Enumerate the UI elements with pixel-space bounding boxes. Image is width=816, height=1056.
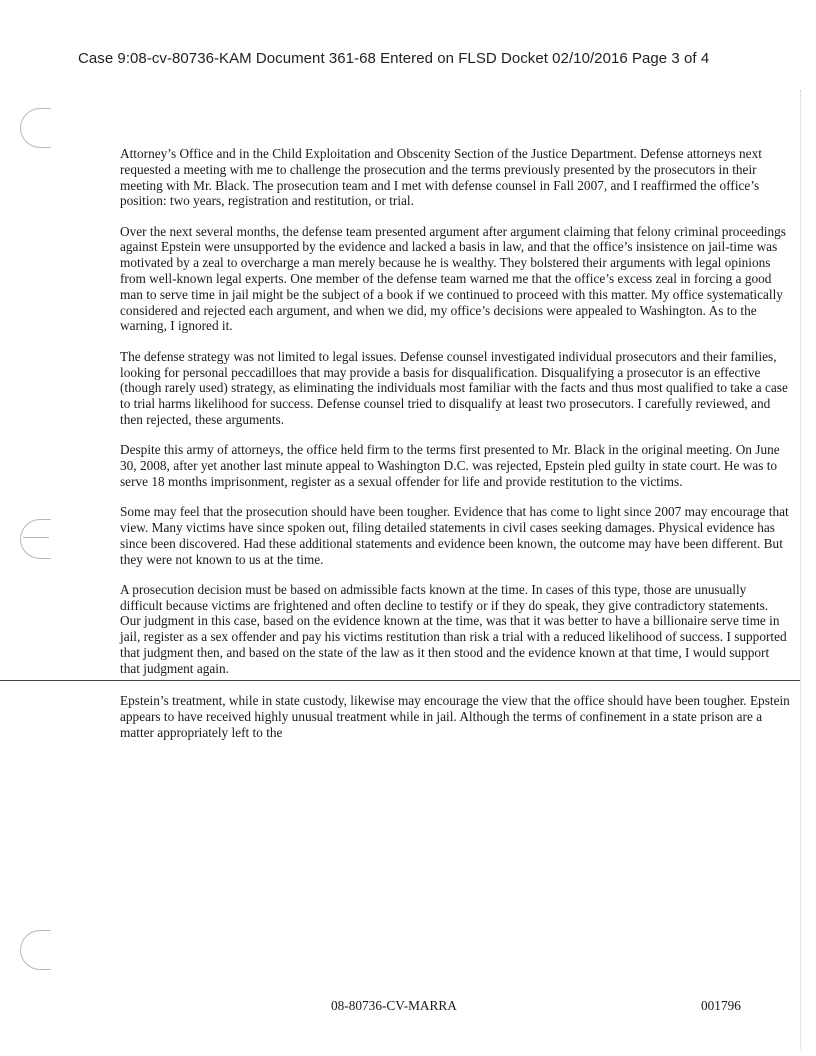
punch-hole-bottom (20, 930, 51, 970)
paragraph-5: Some may feel that the prosecution should have been tougher. Evidence that has come to light since 2007 may encourage that view. Many victims have since spoken out, filing detailed statements in civil cases seeking damages. Physical evidence has since been discovered. Had these additional statements and evidence been known, the outcome may have been different. But they were not known to us at the time. (120, 504, 789, 567)
paragraph-1: Attorney’s Office and in the Child Exploitation and Obscenity Section of the Justice Department. Defense attorneys next requested a meeting with me to challenge the prosecution and the terms previously presented by the prosecutors in their meeting with Mr. Black. The prosecution team and I met with defense counsel in Fall 2007, and I reaffirmed the office’s position: two years, registration and restitution, or trial. (120, 146, 762, 209)
paragraph-7: Epstein’s treatment, while in state custody, likewise may encourage the view that the office should have been tougher. Epstein appears to have received highly unusual treatment while in jail. Although the terms of confinement in a state prison are a matter appropriately left to the (120, 693, 790, 740)
document-header: Case 9:08-cv-80736-KAM Document 361-68 Entered on FLSD Docket 02/10/2016 Page 3 of 4 (78, 50, 710, 67)
paragraph-4: Despite this army of attorneys, the office held firm to the terms first presented to Mr. Black in the original meeting. On June 30, 2008, after yet another last minute appeal to Washington D.C. was rejected, Epstein pled guilty in state court. He was to serve 18 months imprisonment, register as a sexual offender for life and provide restitution to the victims. (120, 442, 780, 489)
footer-bates-number: 001796 (701, 998, 741, 1013)
horizontal-rule (0, 680, 800, 681)
page-edge-marks (800, 90, 802, 1050)
paragraph-2: Over the next several months, the defense team presented argument after argument claiming that felony criminal proceedings against Epstein were unsupported by the evidence and lacked a basis in law, and that the office’s insistence on jail-time was motivated by a zeal to overcharge a man merely because he is wealthy. They bolstered their arguments with legal opinions from well-known legal experts. One member of the defense team warned me that the office’s excess zeal in forcing a good man to serve time in jail might be the subject of a book if we continued to proceed with this matter. My office systematically considered and rejected each argument, and when we did, my office’s decisions were appealed to Washington. As to the warning, I ignored it. (120, 223, 786, 334)
paragraph-3: The defense strategy was not limited to legal issues. Defense counsel investigated individual prosecutors and their families, looking for personal peccadilloes that may provide a basis for disqualification. Disqualifying a prosecutor is an effective (though rarely used) strategy, as eliminating the individuals most familiar with the facts and thus most qualified to take a case to trial harms likelihood for success. Defense counsel tried to disqualify at least two prosecutors. I carefully reviewed, and then rejected, these arguments. (120, 348, 788, 427)
punch-hole-top (20, 108, 51, 148)
letter-body (120, 146, 792, 691)
punch-hole-middle (20, 519, 51, 559)
footer-case-number: 08-80736-CV-MARRA (331, 998, 457, 1013)
letter-body-continued (120, 693, 792, 740)
paragraph-6: A prosecution decision must be based on admissible facts known at the time. In cases of this type, those are unusually difficult because victims are frightened and often decline to testify or if they do speak, they give contradictory statements. Our judgment in this case, based on the evidence known at the time, was that it was better to have a billionaire serve time in jail, register as a sex offender and pay his victims restitution than risk a trial with a reduced likelihood of success. I supported that judgment then, and based on the state of the law as it then stood and the evidence known at that time, I would support that judgment again. (120, 581, 787, 676)
